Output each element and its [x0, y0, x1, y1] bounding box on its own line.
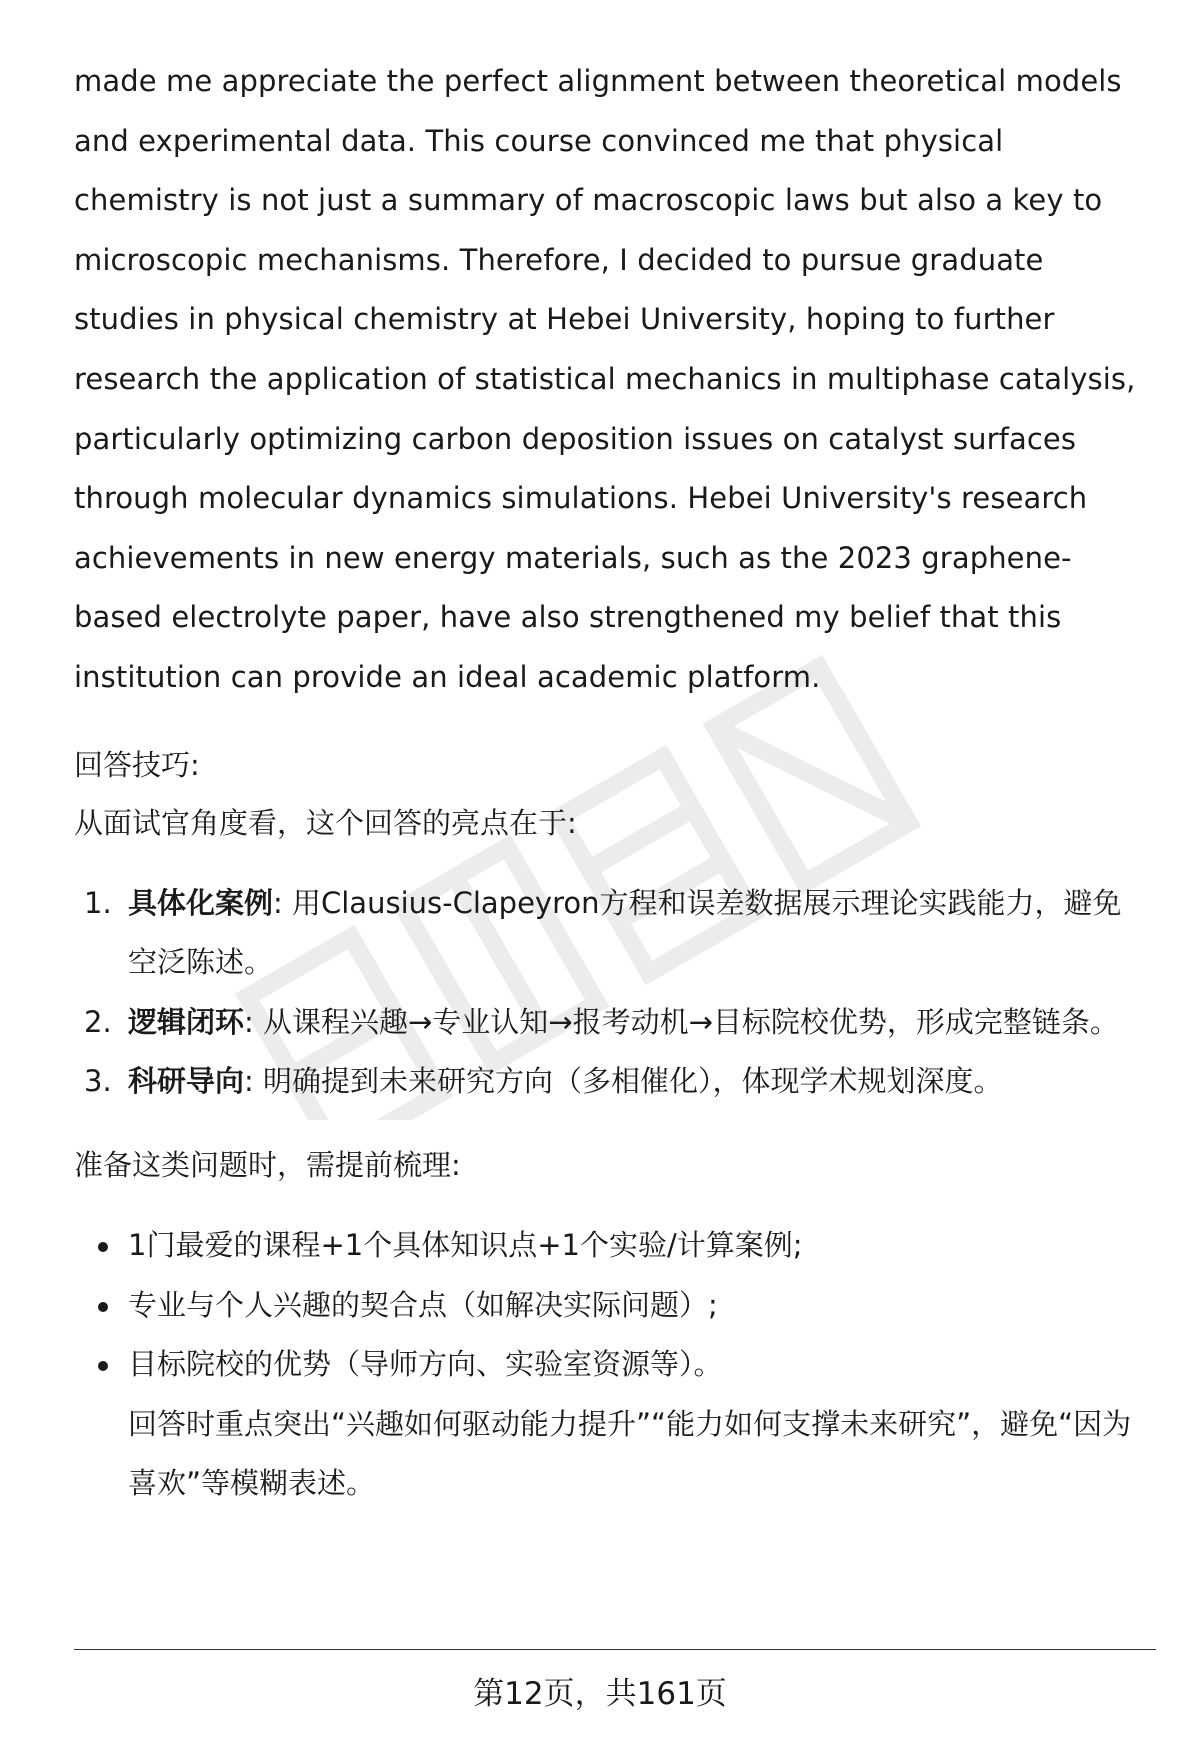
tips-label: 回答技巧: [74, 747, 200, 782]
prep-item [74, 1276, 1150, 1336]
page-indicator: 第12页，共161页 [473, 1676, 727, 1712]
highlight-item [74, 993, 1150, 1053]
list-number: 3. [84, 1064, 112, 1099]
prep-item-text: 1门最爱的课程+1个具体知识点+1个实验/计算案例; [128, 1227, 803, 1262]
prep-item [74, 1335, 1150, 1514]
highlight-text: : 明确提到未来研究方向（多相催化），体现学术规划深度。 [244, 1064, 1003, 1099]
bullet-icon [98, 1242, 108, 1252]
list-number: 1. [84, 885, 112, 920]
highlight-item [74, 1052, 1150, 1112]
tips-intro: 从面试官角度看，这个回答的亮点在于: [74, 805, 577, 840]
prep-note: 回答时重点突出“兴趣如何驱动能力提升”“能力如何支撑未来研究”，避免“因为喜欢”等模糊表述。 [128, 1406, 1132, 1501]
list-number: 2. [84, 1004, 112, 1039]
bullet-icon [98, 1361, 108, 1371]
bullet-icon [98, 1302, 108, 1312]
highlight-text: : 用Clausius-Clapeyron方程和误差数据展示理论实践能力，避免空泛陈述。 [128, 885, 1122, 980]
prep-label: 准备这类问题时，需提前梳理: [74, 1147, 461, 1182]
highlights-list [74, 874, 1150, 1112]
highlight-item [74, 874, 1150, 993]
body-paragraph: made me appreciate the perfect alignment between theoretical models and experimental data. This course convinced me that physical chemistry is not just a summary of macroscopic laws but also a key to microscopic mechanisms. Therefore, I decided to pursue graduate studies in physical chemistry at Hebei University, hoping to further research the application of statistical mechanics in multiphase catalysis, particularly optimizing carbon deposition issues on catalyst surfaces through molecular dynamics simulations. Hebei University's research achievements in new energy materials, such as the 2023 graphene-based electrolyte paper, have also strengthened my belief that this institution can provide an ideal academic platform. [74, 64, 1136, 694]
highlight-title: 科研导向 [128, 1064, 245, 1099]
footer-divider [74, 1649, 1156, 1650]
document-page [74, 52, 1150, 1514]
prep-item-text: 目标院校的优势（导师方向、实验室资源等）。 [128, 1347, 723, 1382]
prep-list [74, 1216, 1150, 1514]
prep-item [74, 1216, 1150, 1276]
highlight-title: 具体化案例 [128, 885, 274, 920]
highlight-text: : 从课程兴趣→专业认知→报考动机→目标院校优势，形成完整链条。 [244, 1004, 1119, 1039]
prep-item-text: 专业与个人兴趣的契合点（如解决实际问题）; [128, 1287, 718, 1322]
highlight-title: 逻辑闭环 [128, 1004, 245, 1039]
